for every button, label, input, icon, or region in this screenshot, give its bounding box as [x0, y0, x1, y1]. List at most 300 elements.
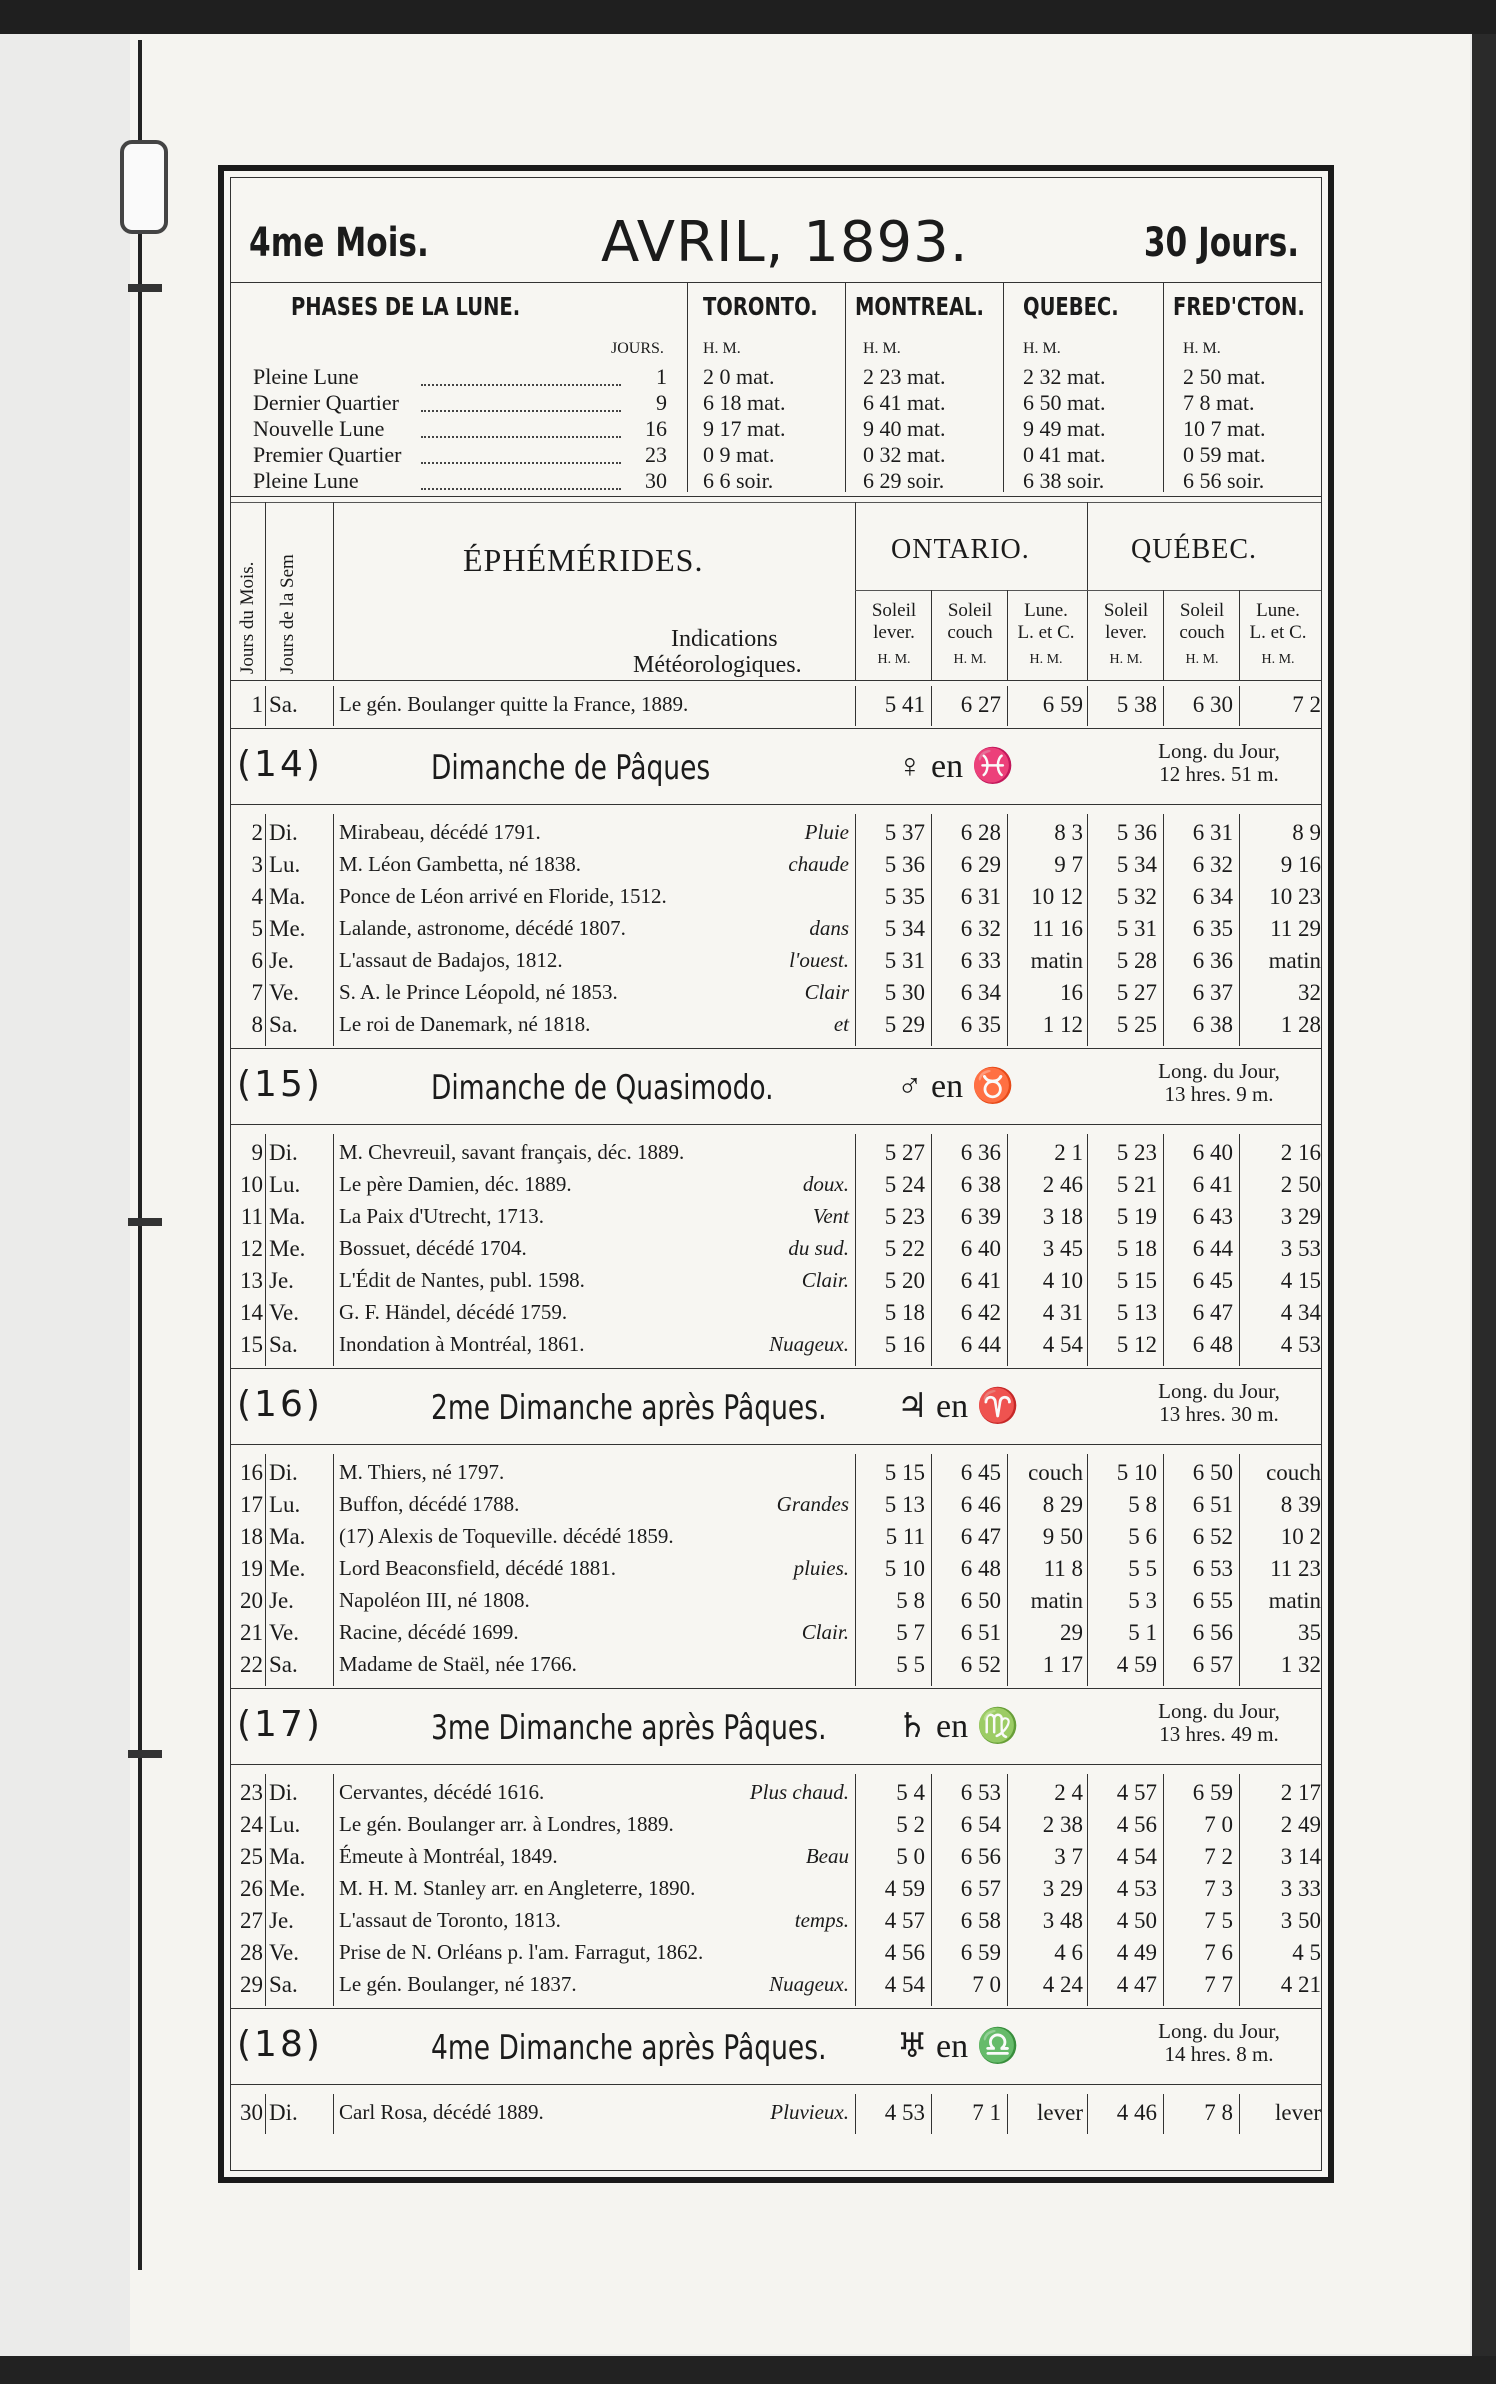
day-of-week: Sa.	[269, 1652, 298, 1677]
planet-position: ♀ en ♓	[897, 748, 1014, 785]
column-divider	[265, 1454, 266, 1686]
phase-day: 16	[645, 416, 667, 441]
time-value: 6 51	[1192, 1492, 1233, 1517]
phase-time: 10 7 mat.	[1183, 416, 1266, 441]
column-divider	[931, 814, 932, 1046]
city-quebec: QUEBEC.	[1023, 292, 1119, 321]
table-row	[231, 884, 1321, 916]
ephemeris-entry: Lalande, astronome, décédé 1807.	[339, 916, 626, 940]
ephemeris-entry: Napoléon III, né 1808.	[339, 1588, 530, 1612]
table-row	[231, 948, 1321, 980]
time-value: 5 5	[1128, 1556, 1157, 1581]
week-number: (15)	[237, 1064, 323, 1105]
time-value: 2 50	[1280, 1172, 1321, 1197]
leader-dots	[421, 366, 621, 386]
time-value: 5 27	[884, 1140, 925, 1165]
column-subheader: couch	[1179, 622, 1225, 643]
column-divider	[931, 1774, 932, 2006]
column-divider	[855, 1774, 856, 2006]
time-value: 6 50	[1192, 1460, 1233, 1485]
quebec-heading: QUÉBEC.	[1131, 534, 1257, 565]
time-value: 4 54	[884, 1972, 925, 1997]
time-value: 4 53	[1280, 1332, 1321, 1357]
time-value: 6 48	[960, 1556, 1001, 1581]
phase-time: 0 9 mat.	[703, 442, 775, 467]
day-of-month: 25	[240, 1844, 263, 1869]
planet-position: ♅ en ♎	[897, 2028, 1019, 2065]
time-value: 11 23	[1270, 1556, 1321, 1581]
column-divider	[265, 2094, 266, 2134]
ephemeris-entry: Le père Damien, déc. 1889.	[339, 1172, 572, 1196]
column-subheader: Soleil	[1179, 600, 1225, 621]
planet-position: ♃ en ♈	[897, 1388, 1019, 1425]
time-value: 5 36	[884, 852, 925, 877]
day-of-month: 11	[240, 1204, 263, 1229]
phase-time: 6 6 soir.	[703, 468, 774, 493]
table-row	[231, 1812, 1321, 1844]
time-value: 5 31	[884, 948, 925, 973]
sunday-band	[231, 1692, 1321, 1762]
weather-indication: Grandes	[776, 1492, 849, 1516]
planet-position: ♄ en ♍	[897, 1708, 1019, 1745]
weather-indication: du sud.	[788, 1236, 849, 1260]
time-value: 4 24	[1042, 1972, 1083, 1997]
column-divider	[1007, 590, 1008, 680]
time-value: 5 13	[1116, 1300, 1157, 1325]
time-value: 6 57	[960, 1876, 1001, 1901]
column-divider	[265, 502, 266, 680]
time-value: 7 0	[1204, 1812, 1233, 1837]
column-divider	[1239, 2094, 1240, 2134]
column-subheader: Soleil	[1103, 600, 1149, 621]
day-of-week: Me.	[269, 916, 306, 941]
time-value: 5 23	[1116, 1140, 1157, 1165]
day-length-line: Long. du Jour,	[1158, 1699, 1280, 1723]
week-number: (18)	[237, 2024, 323, 2065]
jours-de-la-semaine-label: Jours de la Sem	[277, 554, 298, 674]
column-divider	[931, 686, 932, 726]
time-value: 32	[1298, 980, 1321, 1005]
ephemeris-entry: Le roi de Danemark, né 1818.	[339, 1012, 591, 1036]
column-divider	[1163, 282, 1164, 492]
day-of-week: Je.	[269, 1908, 294, 1933]
day-length-line: 13 hres. 49 m.	[1159, 1722, 1279, 1746]
time-value: couch	[1028, 1460, 1083, 1485]
day-of-week: Je.	[269, 948, 294, 973]
column-divider	[265, 686, 266, 726]
time-value: 2 17	[1280, 1780, 1321, 1805]
column-divider	[1163, 590, 1164, 680]
time-value: 9 16	[1280, 852, 1321, 877]
day-length-line: 13 hres. 30 m.	[1159, 1402, 1279, 1426]
time-value: 5 5	[896, 1652, 925, 1677]
phase-time: 9 17 mat.	[703, 416, 786, 441]
time-value: 29	[1060, 1620, 1083, 1645]
binding-stitch	[128, 284, 162, 292]
day-of-month: 28	[240, 1940, 263, 1965]
ephemeris-entry: M. Thiers, né 1797.	[339, 1460, 505, 1484]
day-of-week: Lu.	[269, 1812, 301, 1837]
time-value: 5 6	[1128, 1524, 1157, 1549]
sunday-band	[231, 732, 1321, 802]
day-of-week: Di.	[269, 1460, 298, 1485]
time-value: 6 36	[1192, 948, 1233, 973]
time-value: 6 29	[960, 852, 1001, 877]
column-divider	[1239, 1454, 1240, 1686]
table-row	[231, 1172, 1321, 1204]
table-row	[231, 1972, 1321, 2004]
day-of-week: Sa.	[269, 1012, 298, 1037]
page-right-edge	[1472, 34, 1496, 2364]
time-value: 3 29	[1042, 1876, 1083, 1901]
table-row	[231, 1236, 1321, 1268]
column-divider	[1087, 814, 1088, 1046]
phase-time: 9 40 mat.	[863, 416, 946, 441]
ephemeris-entry: M. Léon Gambetta, né 1838.	[339, 852, 582, 876]
ephemeris-entry: Cervantes, décédé 1616.	[339, 1780, 545, 1804]
table-row	[231, 1876, 1321, 1908]
time-value: 16	[1060, 980, 1083, 1005]
time-value: 4 53	[884, 2100, 925, 2125]
column-divider	[1239, 814, 1240, 1046]
day-of-month: 10	[240, 1172, 263, 1197]
ephemeris-entry: (17) Alexis de Toqueville. décédé 1859.	[339, 1524, 674, 1548]
time-value: 6 41	[960, 1268, 1001, 1293]
time-value: matin	[1030, 1588, 1083, 1613]
time-value: 4 59	[884, 1876, 925, 1901]
day-length-line: 12 hres. 51 m.	[1159, 762, 1279, 786]
time-value: 6 31	[1192, 820, 1233, 845]
time-value: 35	[1298, 1620, 1321, 1645]
table-row	[231, 1204, 1321, 1236]
time-value: 2 1	[1054, 1140, 1083, 1165]
time-value: 4 10	[1042, 1268, 1083, 1293]
time-value: 1 17	[1042, 1652, 1083, 1677]
time-value: 5 36	[1116, 820, 1157, 845]
almanac-inner-border	[230, 177, 1322, 2171]
time-value: 4 59	[1116, 1652, 1157, 1677]
column-divider	[855, 686, 856, 726]
time-value: 6 56	[1192, 1620, 1233, 1645]
weather-indication: Nuageux.	[769, 1332, 849, 1356]
column-divider	[1087, 1134, 1088, 1366]
column-divider	[333, 686, 334, 726]
column-divider	[1239, 590, 1240, 680]
day-of-week: Ve.	[269, 980, 300, 1005]
time-value: 6 34	[960, 980, 1001, 1005]
day-of-week: Di.	[269, 820, 298, 845]
phase-time: 6 56 soir.	[1183, 468, 1265, 493]
day-of-week: Sa.	[269, 1332, 298, 1357]
weather-indication: Clair.	[801, 1268, 849, 1292]
ephemeris-entry: Madame de Staël, née 1766.	[339, 1652, 577, 1676]
table-row	[231, 1460, 1321, 1492]
phase-time: 6 29 soir.	[863, 468, 945, 493]
day-length	[1109, 1380, 1329, 1426]
phase-time: 9 49 mat.	[1023, 416, 1106, 441]
leader-dots	[421, 470, 621, 490]
day-length	[1109, 1060, 1329, 1106]
table-row	[231, 1556, 1321, 1588]
phase-name: Premier Quartier	[253, 442, 402, 467]
day-of-week: Me.	[269, 1876, 306, 1901]
time-value: 6 36	[960, 1140, 1001, 1165]
leader-dots	[421, 392, 621, 412]
time-value: 6 58	[960, 1908, 1001, 1933]
column-divider	[1163, 1454, 1164, 1686]
day-of-week: Ma.	[269, 1524, 306, 1549]
time-value: 6 59	[1192, 1780, 1233, 1805]
phase-time: 2 0 mat.	[703, 364, 775, 389]
column-divider	[845, 282, 846, 492]
ontario-heading: ONTARIO.	[891, 534, 1030, 565]
day-of-month: 21	[240, 1620, 263, 1645]
column-subheader: L. et C.	[1249, 622, 1307, 643]
time-value: 4 15	[1280, 1268, 1321, 1293]
ephemeris-entry: Ponce de Léon arrivé en Floride, 1512.	[339, 884, 667, 908]
column-divider	[931, 1134, 932, 1366]
day-of-week: Di.	[269, 1780, 298, 1805]
day-of-month: 20	[240, 1588, 263, 1613]
sunday-divider	[231, 2084, 1321, 2085]
day-length	[1109, 2020, 1329, 2066]
time-value: 5 12	[1116, 1332, 1157, 1357]
time-value: couch	[1266, 1460, 1321, 1485]
indications-label: Indications	[671, 626, 778, 652]
day-of-week: Ve.	[269, 1620, 300, 1645]
time-value: 4 49	[1116, 1940, 1157, 1965]
day-length-line: 14 hres. 8 m.	[1164, 2042, 1274, 2066]
day-of-month: 16	[240, 1460, 263, 1485]
day-of-month: 12	[240, 1236, 263, 1261]
day-of-week: Di.	[269, 2100, 298, 2125]
time-value: 5 25	[1116, 1012, 1157, 1037]
time-value: 9 7	[1054, 852, 1083, 877]
time-value: 3 45	[1042, 1236, 1083, 1261]
hm-label: H. M.	[953, 652, 987, 667]
time-value: 5 21	[1116, 1172, 1157, 1197]
time-value: 6 45	[960, 1460, 1001, 1485]
time-value: 6 38	[1192, 1012, 1233, 1037]
weather-indication: doux.	[802, 1172, 849, 1196]
time-value: 4 47	[1116, 1972, 1157, 1997]
time-value: 7 5	[1204, 1908, 1233, 1933]
column-divider	[333, 1134, 334, 1366]
phase-day: 9	[656, 390, 667, 415]
time-value: 5 15	[884, 1460, 925, 1485]
table-row	[231, 1492, 1321, 1524]
day-of-week: Sa.	[269, 692, 298, 717]
column-divider	[1007, 1454, 1008, 1686]
week-number: (17)	[237, 1704, 323, 1745]
time-value: 4 31	[1042, 1300, 1083, 1325]
phase-time: 6 50 mat.	[1023, 390, 1106, 415]
city-montreal: MONTREAL.	[855, 292, 984, 321]
time-value: 6 44	[960, 1332, 1001, 1357]
ephemeris-entry: G. F. Händel, décédé 1759.	[339, 1300, 568, 1324]
time-value: 6 53	[1192, 1556, 1233, 1581]
ephemeris-entry: Mirabeau, décédé 1791.	[339, 820, 541, 844]
table-row	[231, 852, 1321, 884]
ephemeris-entry: Bossuet, décédé 1704.	[339, 1236, 527, 1260]
time-value: 6 40	[960, 1236, 1001, 1261]
column-divider	[1239, 1134, 1240, 1366]
time-value: 4 53	[1116, 1876, 1157, 1901]
phase-name: Pleine Lune	[253, 364, 359, 389]
hm-label: H. M.	[1185, 652, 1219, 667]
day-of-month: 18	[240, 1524, 263, 1549]
time-value: 11 8	[1043, 1556, 1083, 1581]
time-value: 3 29	[1280, 1204, 1321, 1229]
time-value: 5 28	[1116, 948, 1157, 973]
ephemeris-entry: M. H. M. Stanley arr. en Angleterre, 1890.	[339, 1876, 696, 1900]
time-value: 5 34	[884, 916, 925, 941]
time-value: 5 18	[1116, 1236, 1157, 1261]
day-length-line: Long. du Jour,	[1158, 1379, 1280, 1403]
column-divider	[333, 502, 334, 680]
time-value: matin	[1268, 948, 1321, 973]
time-value: 6 59	[1042, 692, 1083, 717]
day-of-week: Ma.	[269, 884, 306, 909]
time-value: 6 47	[1192, 1300, 1233, 1325]
time-value: 4 6	[1054, 1940, 1083, 1965]
time-value: 5 19	[1116, 1204, 1157, 1229]
sunday-divider	[231, 1368, 1321, 1369]
moon-phases-title: PHASES DE LA LUNE.	[291, 292, 521, 321]
column-divider	[931, 590, 932, 680]
sunday-name: Dimanche de Quasimodo.	[431, 1068, 774, 1108]
table-row	[231, 1908, 1321, 1940]
column-divider	[687, 282, 688, 492]
column-divider	[333, 2094, 334, 2134]
column-divider	[1087, 502, 1088, 680]
day-of-month: 5	[251, 916, 263, 941]
time-value: 5 24	[884, 1172, 925, 1197]
column-divider	[1007, 2094, 1008, 2134]
time-value: 6 55	[1192, 1588, 1233, 1613]
weather-indication: et	[833, 1012, 849, 1036]
column-subheader: Lune.	[1024, 600, 1068, 621]
time-value: 4 57	[1116, 1780, 1157, 1805]
time-value: 5 1	[1128, 1620, 1157, 1645]
time-value: matin	[1030, 948, 1083, 973]
time-value: 4 54	[1042, 1332, 1083, 1357]
subheader-divider	[855, 590, 1321, 591]
time-value: 5 23	[884, 1204, 925, 1229]
ephemeris-entry: L'Édit de Nantes, publ. 1598.	[339, 1268, 585, 1292]
time-value: 6 54	[960, 1812, 1001, 1837]
time-value: 4 21	[1280, 1972, 1321, 1997]
phase-day: 23	[645, 442, 667, 467]
time-value: 5 10	[1116, 1460, 1157, 1485]
ephemeris-entry: Le gén. Boulanger arr. à Londres, 1889.	[339, 1812, 674, 1836]
time-value: 3 48	[1042, 1908, 1083, 1933]
table-row	[231, 2100, 1321, 2132]
day-of-month: 23	[240, 1780, 263, 1805]
leader-dots	[421, 444, 621, 464]
section-divider	[231, 496, 1321, 497]
table-row	[231, 916, 1321, 948]
column-divider	[855, 1454, 856, 1686]
weather-indication: Plus chaud.	[749, 1780, 849, 1804]
phase-time: 6 38 soir.	[1023, 468, 1105, 493]
column-subheader: lever.	[1105, 622, 1147, 643]
day-length	[1109, 1700, 1329, 1746]
time-value: 6 47	[960, 1524, 1001, 1549]
time-value: 6 39	[960, 1204, 1001, 1229]
time-value: 5 8	[896, 1588, 925, 1613]
ephemeris-entry: Lord Beaconsfield, décédé 1881.	[339, 1556, 616, 1580]
sunday-band	[231, 1052, 1321, 1122]
header-divider	[231, 282, 1321, 283]
column-divider	[333, 814, 334, 1046]
jours-du-mois-label: Jours du Mois.	[237, 561, 258, 674]
meteorologiques-label: Météorologiques.	[633, 652, 802, 678]
column-divider	[1163, 1134, 1164, 1366]
time-value: 7 2	[1292, 692, 1321, 717]
sunday-name: 2me Dimanche après Pâques.	[431, 1388, 827, 1428]
time-value: 3 7	[1054, 1844, 1083, 1869]
time-value: 6 52	[1192, 1524, 1233, 1549]
jours-label: JOURS.	[611, 340, 664, 357]
column-subheader: Lune.	[1256, 600, 1300, 621]
sunday-divider	[231, 2008, 1321, 2009]
phase-time: 0 41 mat.	[1023, 442, 1106, 467]
hm-label: H. M.	[703, 340, 741, 357]
sunday-divider	[231, 1764, 1321, 1765]
sunday-divider	[231, 1124, 1321, 1125]
time-value: 5 35	[884, 884, 925, 909]
day-of-month: 22	[240, 1652, 263, 1677]
day-of-month: 6	[251, 948, 263, 973]
time-value: 1 32	[1280, 1652, 1321, 1677]
time-value: 6 45	[1192, 1268, 1233, 1293]
phase-time: 6 18 mat.	[703, 390, 786, 415]
time-value: 5 8	[1128, 1492, 1157, 1517]
column-divider	[1163, 814, 1164, 1046]
phase-time: 0 59 mat.	[1183, 442, 1266, 467]
ephemeris-entry: L'assaut de Badajos, 1812.	[339, 948, 563, 972]
day-length-line: Long. du Jour,	[1158, 739, 1280, 763]
time-value: 2 4	[1054, 1780, 1083, 1805]
time-value: lever	[1037, 2100, 1083, 2125]
column-divider	[1007, 814, 1008, 1046]
time-value: 6 50	[960, 1588, 1001, 1613]
time-value: 5 13	[884, 1492, 925, 1517]
time-value: 6 57	[1192, 1652, 1233, 1677]
time-value: 4 50	[1116, 1908, 1157, 1933]
time-value: 6 40	[1192, 1140, 1233, 1165]
leader-dots	[421, 418, 621, 438]
weather-indication: temps.	[794, 1908, 849, 1932]
time-value: 5 10	[884, 1556, 925, 1581]
hm-label: H. M.	[1183, 340, 1221, 357]
ephemeris-entry: S. A. le Prince Léopold, né 1853.	[339, 980, 618, 1004]
sunday-name: 4me Dimanche après Pâques.	[431, 2028, 827, 2068]
time-value: 7 0	[972, 1972, 1001, 1997]
day-of-week: Je.	[269, 1268, 294, 1293]
phase-time: 2 23 mat.	[863, 364, 946, 389]
phase-name: Nouvelle Lune	[253, 416, 385, 441]
ephemeris-entry: Carl Rosa, décédé 1889.	[339, 2100, 544, 2124]
day-length-line: 13 hres. 9 m.	[1164, 1082, 1274, 1106]
sunday-divider	[231, 1688, 1321, 1689]
time-value: 4 54	[1116, 1844, 1157, 1869]
time-value: 3 53	[1280, 1236, 1321, 1261]
day-of-month: 4	[251, 884, 263, 909]
column-divider	[1239, 686, 1240, 726]
column-subheader: Soleil	[947, 600, 993, 621]
